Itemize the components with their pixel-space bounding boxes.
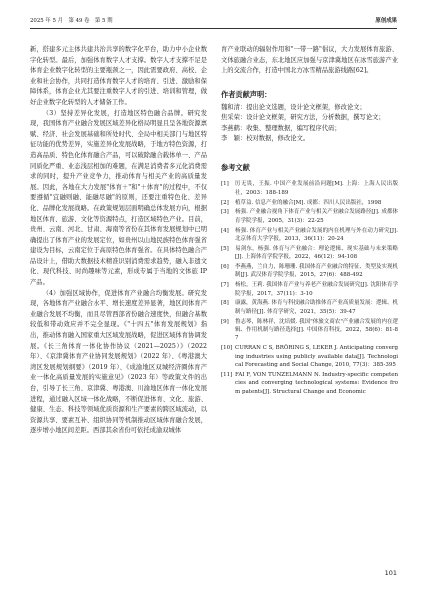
contrib-heading: 作者贡献声明： [221, 89, 272, 99]
contributor-line: 魏和清：提出论文选题，设计论文框架，修改论文； [221, 103, 366, 111]
reference-item [221, 227, 398, 244]
reference-text: CURRAN C S, BRÖRING S, LEKER J. Anticipating converging industries using publicly available data[J]. Technological Forecasting and Social Change, 2010, 77(3)：385-395 [235, 345, 399, 369]
reference-text: 厉无畏，王振. 中国产业发展前沿问题[M]. 上海：上海人民出版社，2003：188-189 [235, 181, 398, 196]
reference-number: [5] [221, 245, 229, 252]
reference-number: [8] [221, 300, 229, 307]
reference-item [221, 371, 398, 396]
reference-item [221, 281, 398, 298]
section-label: 原创成果 [375, 18, 397, 24]
reference-number: [3] [221, 209, 229, 216]
references-heading: 参考文献 [221, 163, 250, 173]
reference-text: 植草益. 信息产业的融合[M]. 成都：四川人民出版社，1998 [235, 199, 382, 206]
reference-number: [4] [221, 227, 229, 234]
right-column [221, 45, 398, 397]
reference-item [221, 344, 398, 369]
body-paragraph: 育产业联动的辐射作用和"一带一路"倡议，大力发展体育旅游、文体旅融合业态，东北地区应加强与京津冀地区在冰雪旅游产业上的交流合作，打造中国北方冰雪精品旅游线路[62]。 [221, 46, 398, 75]
reference-item [221, 180, 398, 197]
reference-number: [11] [221, 371, 233, 378]
reference-number: [6] [221, 264, 229, 271]
contributor-line: 李 颖：校对数据，修改论文。 [221, 135, 310, 142]
reference-number: [7] [221, 282, 229, 289]
reference-text: 鲁志琴，陈林祥，沈培媛. 我国"体旅文商农"产业融合发展的内在逻辑、作用机制与路径选择[J]. 中国体育科技，2022，58(6)：81-87 [235, 318, 398, 342]
left-column [30, 45, 207, 437]
reference-item [221, 318, 398, 343]
reference-number: [1] [221, 181, 229, 188]
reference-number: [9] [221, 318, 229, 325]
contributor-line: 李燕鹤：收集、整理数据，编写程序代码； [221, 124, 341, 132]
body-paragraph: （3）坚持差异化发展，打造地区特色融合品牌。研究发现，我国体育产业融合发展区域差异化格局明显且呈各地资源禀赋、经济、社会发展基础和所处时代、全局中相关部门与地区特征功能的优势差异，实施差异化发展战略，于地方特色资源，打造高品质、特色化体育融合产品，可以破除融合载体单一、产品同质化严重、业态浅层相加的难题，在满足消费者多元化消费需求的同时，提升产业竞争力，推动体育与相关产业的高质量发展。因此，各地在大力发展"体育＋"和"＋体育"的过程中，不仅要遵循"宜融则融、能融尽融"的原则，还要注重特色化、差异化、品牌化发展战略。在政策规划层面明确总体发展方向，根据地区体育、旅游、文化等资源特点，打造区域特色产业。目前，贵州、云南、河北、甘肃、海南等省份在其体育发展规划中已明确提出了体育产业的发展定位，如贵州以山地民族特色体育强省建设为目标，云南定位于高原特色体育强省。在具体特色融合产品设计上，借助大数据技术精准识别消费需求趋势，融入非遗文化、现代科技、时尚趣味等元素，形成专属于当地的文体旅 IP 产品。 [30, 109, 207, 287]
reference-text: 康露，黄海燕. 体育与科技融合助推体育产业高质量发展：逻辑、机制与路径[J]. 体育学研究，2021，35(5)：39-47 [235, 300, 398, 315]
body-paragraph: 新，搭建多元主体共建共治共享的数字化平台，助力中小企业数字化转型。最后，加强体育数字人才支撑。数字人才支撑不足是体育企业数字化转型的主要瓶颈之一，因此需要政府、高校、企业和社会协作，共同打造体育数字人才的培育、引进、激励和保障体系，体育企业尤其要注重数字人才的引进、培训和管理，做好企业数字化转型的人才储备工作。 [30, 46, 207, 106]
header-rule [30, 28, 397, 29]
reference-list [221, 180, 398, 396]
reference-text: 易剑东，杨强. 体育与产业融合：理论逻辑、现实基础与未来策略[J]. 上海体育学院学报，2022，46(12)：94-108 [235, 245, 398, 261]
reference-number: [2] [221, 199, 229, 206]
reference-item [221, 263, 398, 280]
reference-text: 杨强. 产业融合视角下体育产业与相关产业融合发展路径[J]. 成都体育学院学报，2005，31(3)：22-25 [235, 209, 398, 224]
reference-text: 杨强. 体育产业与相关产业融合发展的内在机理与外在动力研究[J]. 北京体育大学学报，2013，36(11)：20-24 [235, 227, 398, 243]
reference-number: [10] [221, 345, 233, 352]
reference-item [221, 299, 398, 316]
running-header [30, 17, 397, 26]
body-paragraph: （4）加强区域协作，促进体育产业融合均衡发展。研究发现，各地体育产业融合水平、增长速度差异显著，地区间体育产业融合发展不均衡，而且尽管西部省份融合速度快，但融合基数较低和带动效应并不完全显现。《"十四五"体育发展规划》指出，推动体育融入国家重大区域发展战略，促进区域体育协调发展。《长三角体育一体化协作协议（2021—2025）》（2022 年）、《京津冀体育产业协同发展规划》（2022 年）、《粤港澳大湾区发展规划纲要》（2019 年）、《成渝地区双城经济圈体育产业一体化高质量发展的实施意见》（2023 年）等政策文件的出台，引导了长三角、京津冀、粤港澳、川渝地区体育一体化发展进程，通过融入区域一体化战略，不断促进体育、文化、旅游、健康、生态、科技等领域优质资源和生产要素的跨区域流动，以资源共享、要素互补、组织协同等机制推动区域体育融合发展，逐步增小地区间差距。西部其余省份可依托成渝双城体 [30, 289, 207, 435]
reference-text: 杨松，王莉. 我国体育产业与养老产业融合发展研究[J]. 沈阳体育学院学报，2017，37(11)：3-10 [235, 282, 398, 297]
page-number: 101 [384, 569, 397, 577]
reference-item [221, 199, 398, 207]
issue-info: 2025 年 5 月 第 49 卷 第 5 期 [30, 18, 113, 24]
reference-text: FAI F, VON TUNZELMANN N. Industry-specific competencies and converging technological systems: Evidence from patents[J]. Structural Change and Economic [235, 371, 398, 395]
reference-text: 李燕燕，兰自力，陈珊珊. 我国体育产业融合的特征、类型及实现机制[J]. 武汉体育学院学报，2015，27(6)：488-492 [235, 264, 398, 279]
reference-item [221, 208, 398, 225]
contributor-line: 焦采荣：设计论文框架，研究方法，分析数据，撰写论文； [221, 114, 385, 122]
reference-item [221, 245, 398, 262]
